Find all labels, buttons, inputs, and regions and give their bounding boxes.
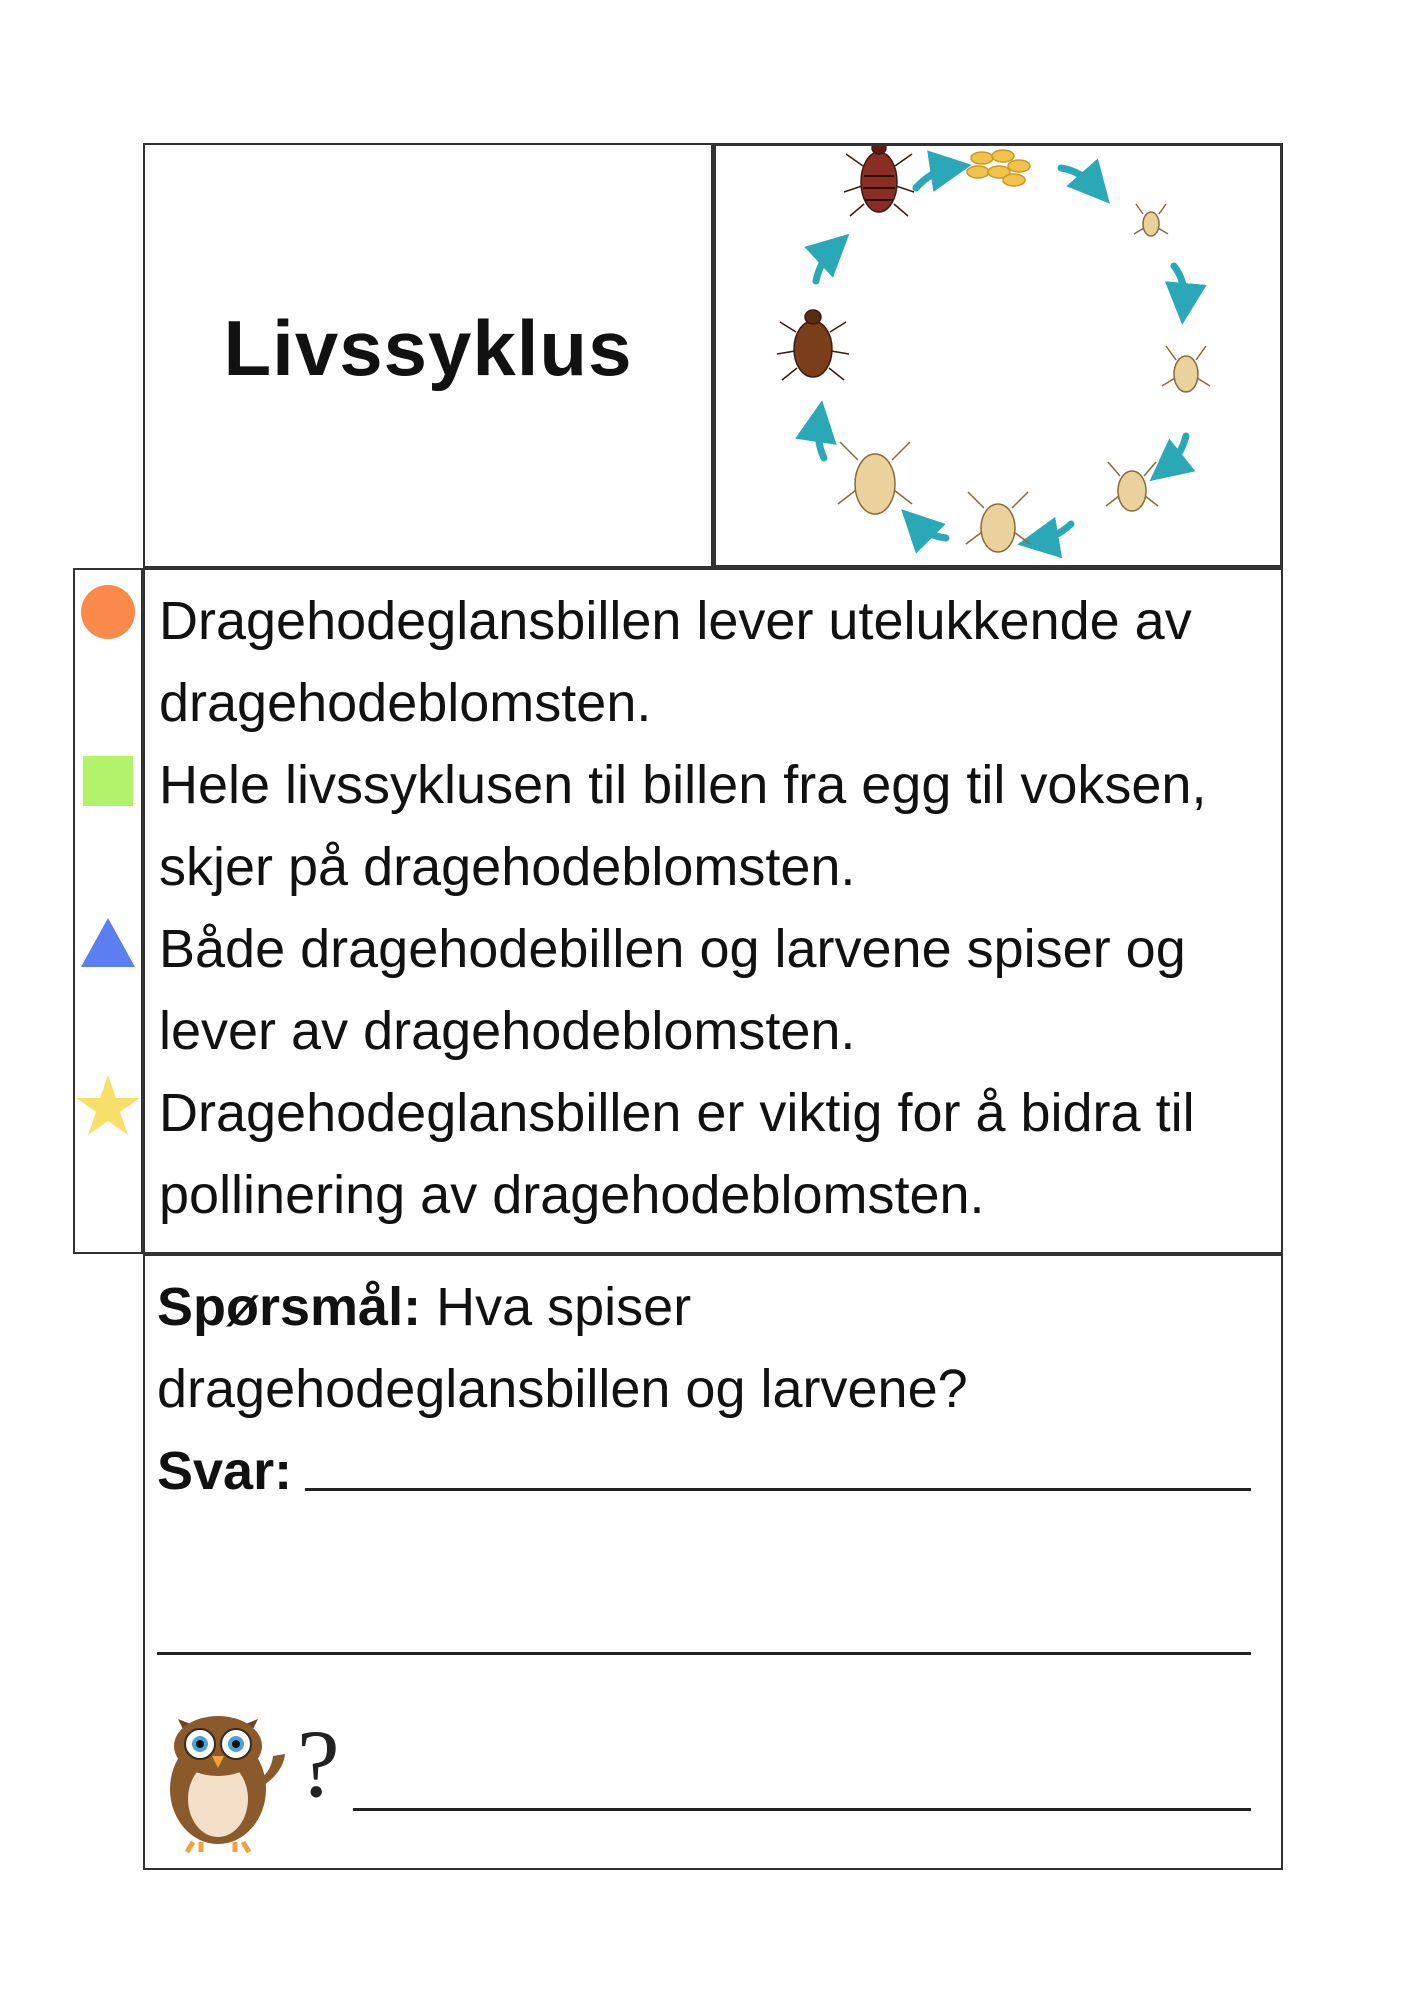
- marker-icons: [75, 570, 141, 1252]
- life-cycle-illustration: [713, 143, 1283, 568]
- question-line-1: [157, 1266, 691, 1348]
- answer-label: Svar:: [157, 1441, 293, 1501]
- question-cell: [143, 1254, 1283, 1870]
- fact-text: Hele livssyklusen til billen fra egg til voksen, skjer på dragehodeblomsten.: [159, 755, 1207, 897]
- facts-cell: [143, 568, 1283, 1254]
- fact-text: Dragehodeglansbillen er viktig for å bidra til pollinering av dragehodeblomsten.: [159, 1083, 1195, 1225]
- owl-icon: [163, 1694, 293, 1854]
- answer-line-2[interactable]: [157, 1652, 1251, 1655]
- life-cycle-icon: [716, 146, 1280, 565]
- question-label: Spørsmål:: [157, 1277, 422, 1337]
- marker-column: [73, 568, 143, 1254]
- answer-line-1[interactable]: [305, 1488, 1251, 1491]
- page-title: Livssyklus: [223, 304, 633, 392]
- question-mark: ?: [297, 1710, 340, 1817]
- fact-text: Både dragehodebillen og larvene spiser og lever av dragehodeblomsten.: [159, 919, 1186, 1061]
- blue-triangle-icon: [81, 918, 135, 967]
- answer-line-3[interactable]: [353, 1808, 1251, 1811]
- question-text: Hva spiser: [436, 1277, 692, 1337]
- question-line-2: dragehodeglansbillen og larvene?: [157, 1359, 968, 1419]
- green-square-icon: [83, 756, 133, 806]
- yellow-star-icon: [76, 1075, 140, 1135]
- orange-circle-icon: [81, 585, 135, 639]
- title-cell: [143, 143, 713, 568]
- answer-label-row: [157, 1430, 292, 1512]
- fact-text: Dragehodeglansbillen lever utelukkende av dragehodeblomsten.: [159, 591, 1192, 733]
